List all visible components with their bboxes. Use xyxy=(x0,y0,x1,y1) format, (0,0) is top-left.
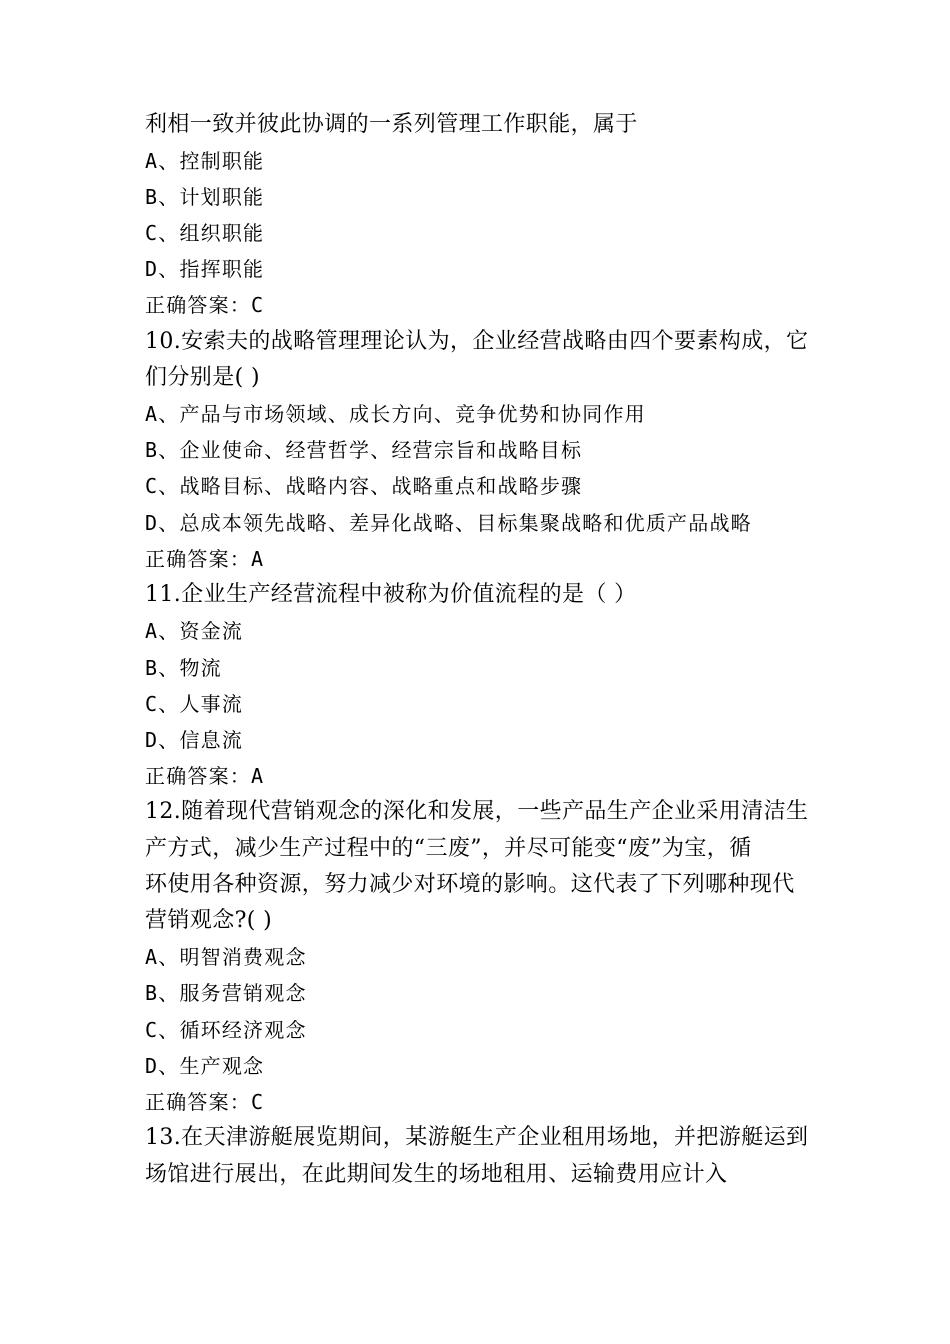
q12-option-b: B、服务营销观念 xyxy=(145,981,307,1005)
q12-stem-line-4: 营销观念?( ) xyxy=(145,908,273,933)
q9-stem-tail: 利相一致并彼此协调的一系列管理工作职能，属于 xyxy=(145,112,638,137)
q12-answer: 正确答案：C xyxy=(145,1090,265,1114)
q11-option-c: C、人事流 xyxy=(145,692,244,716)
q9-option-d: D、指挥职能 xyxy=(145,257,265,281)
q11-option-b: B、物流 xyxy=(145,656,222,680)
q11-option-d: D、信息流 xyxy=(145,728,244,752)
q13-stem-line-2: 场馆进行展出，在此期间发生的场地租用、运输费用应计入 xyxy=(145,1162,728,1187)
q12-stem-line-1: 12.随着现代营销观念的深化和发展，一些产品生产企业采用清洁生 xyxy=(145,799,809,824)
q12-option-a: A、明智消费观念 xyxy=(145,945,307,969)
q9-answer: 正确答案：C xyxy=(145,293,265,317)
q10-option-a: A、产品与市场领域、成长方向、竞争优势和协同作用 xyxy=(145,402,646,426)
q12-option-c: C、循环经济观念 xyxy=(145,1018,307,1042)
q10-option-b: B、企业使命、经营哲学、经营宗旨和战略目标 xyxy=(145,438,583,462)
q10-answer: 正确答案：A xyxy=(145,547,265,571)
q12-option-d: D、生产观念 xyxy=(145,1054,265,1078)
q11-stem-line-1: 11.企业生产经营流程中被称为价值流程的是（ ） xyxy=(145,582,637,607)
q10-stem-line-1: 10.安索夫的战略管理理论认为，企业经营战略由四个要素构成，它 xyxy=(145,329,809,354)
q11-answer: 正确答案：A xyxy=(145,764,265,788)
q10-option-c: C、战略目标、战略内容、战略重点和战略步骤 xyxy=(145,474,583,498)
q10-stem-line-2: 们分别是( ) xyxy=(145,365,260,390)
q9-option-b: B、计划职能 xyxy=(145,185,265,209)
q12-stem-line-2: 产方式，减少生产过程中的“三废”，并尽可能变“废”为宝，循 xyxy=(145,836,752,861)
q11-option-a: A、资金流 xyxy=(145,619,244,643)
q10-option-d: D、总成本领先战略、差异化战略、目标集聚战略和优质产品战略 xyxy=(145,511,752,535)
q9-option-a: A、控制职能 xyxy=(145,149,265,173)
q9-option-c: C、组织职能 xyxy=(145,221,265,245)
q12-stem-line-3: 环使用各种资源，努力减少对环境的影响。这代表了下列哪种现代 xyxy=(145,872,795,897)
q13-stem-line-1: 13.在天津游艇展览期间，某游艇生产企业租用场地，并把游艇运到 xyxy=(145,1125,809,1150)
